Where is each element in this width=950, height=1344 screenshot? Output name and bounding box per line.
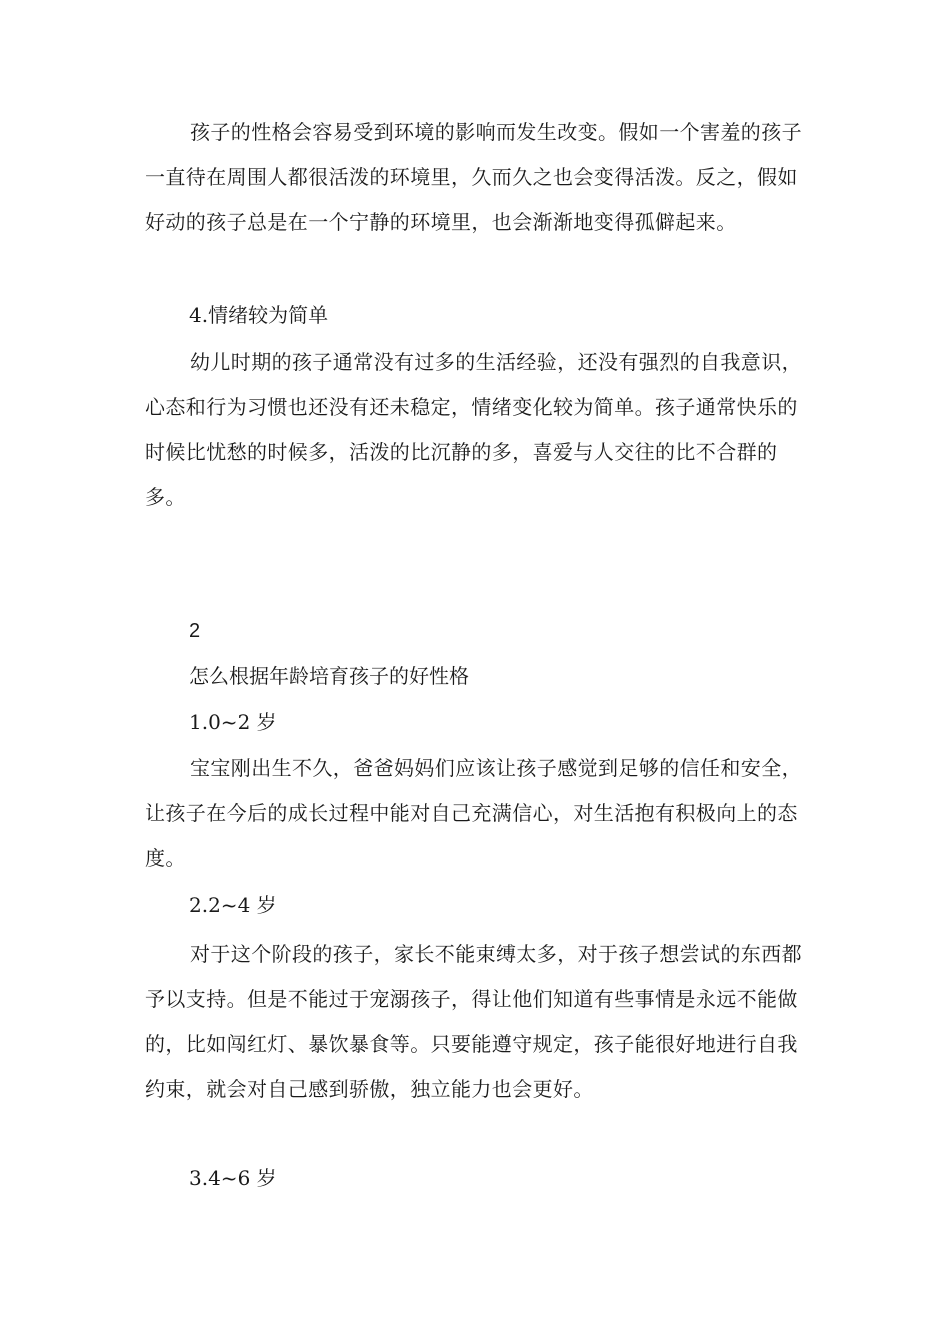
age-label-2-4: 2.2~4 岁: [189, 893, 277, 917]
paragraph-age-0-2: 宝宝刚出生不久，爸爸妈妈们应该让孩子感觉到足够的信任和安全，让孩子在今后的成长过程中能对自己充满信心，对生活抱有积极向上的态度。: [145, 756, 802, 870]
section-number: 2: [189, 620, 201, 642]
heading-emotion: 4.情绪较为简单: [189, 303, 329, 327]
age-label-0-2: 1.0~2 岁: [189, 710, 277, 734]
paragraph-emotion: 幼儿时期的孩子通常没有过多的生活经验，还没有强烈的自我意识，心态和行为习惯也还没有还未稳定，情绪变化较为简单。孩子通常快乐的时候比忧愁的时候多，活泼的比沉静的多，喜爱与人交往的比不合群的多。: [145, 350, 802, 509]
age-label-4-6: 3.4~6 岁: [189, 1166, 277, 1190]
paragraph-age-2-4: 对于这个阶段的孩子，家长不能束缚太多，对于孩子想尝试的东西都予以支持。但是不能过于宠溺孩子，得让他们知道有些事情是永远不能做的，比如闯红灯、暴饮暴食等。只要能遵守规定，孩子能很好地进行自我约束，就会对自己感到骄傲，独立能力也会更好。: [145, 942, 802, 1101]
section-title: 怎么根据年龄培育孩子的好性格: [189, 664, 469, 688]
paragraph-environment: 孩子的性格会容易受到环境的影响而发生改变。假如一个害羞的孩子一直待在周围人都很活泼的环境里，久而久之也会变得活泼。反之，假如好动的孩子总是在一个宁静的环境里，也会渐渐地变得孤僻起来。: [145, 120, 802, 234]
